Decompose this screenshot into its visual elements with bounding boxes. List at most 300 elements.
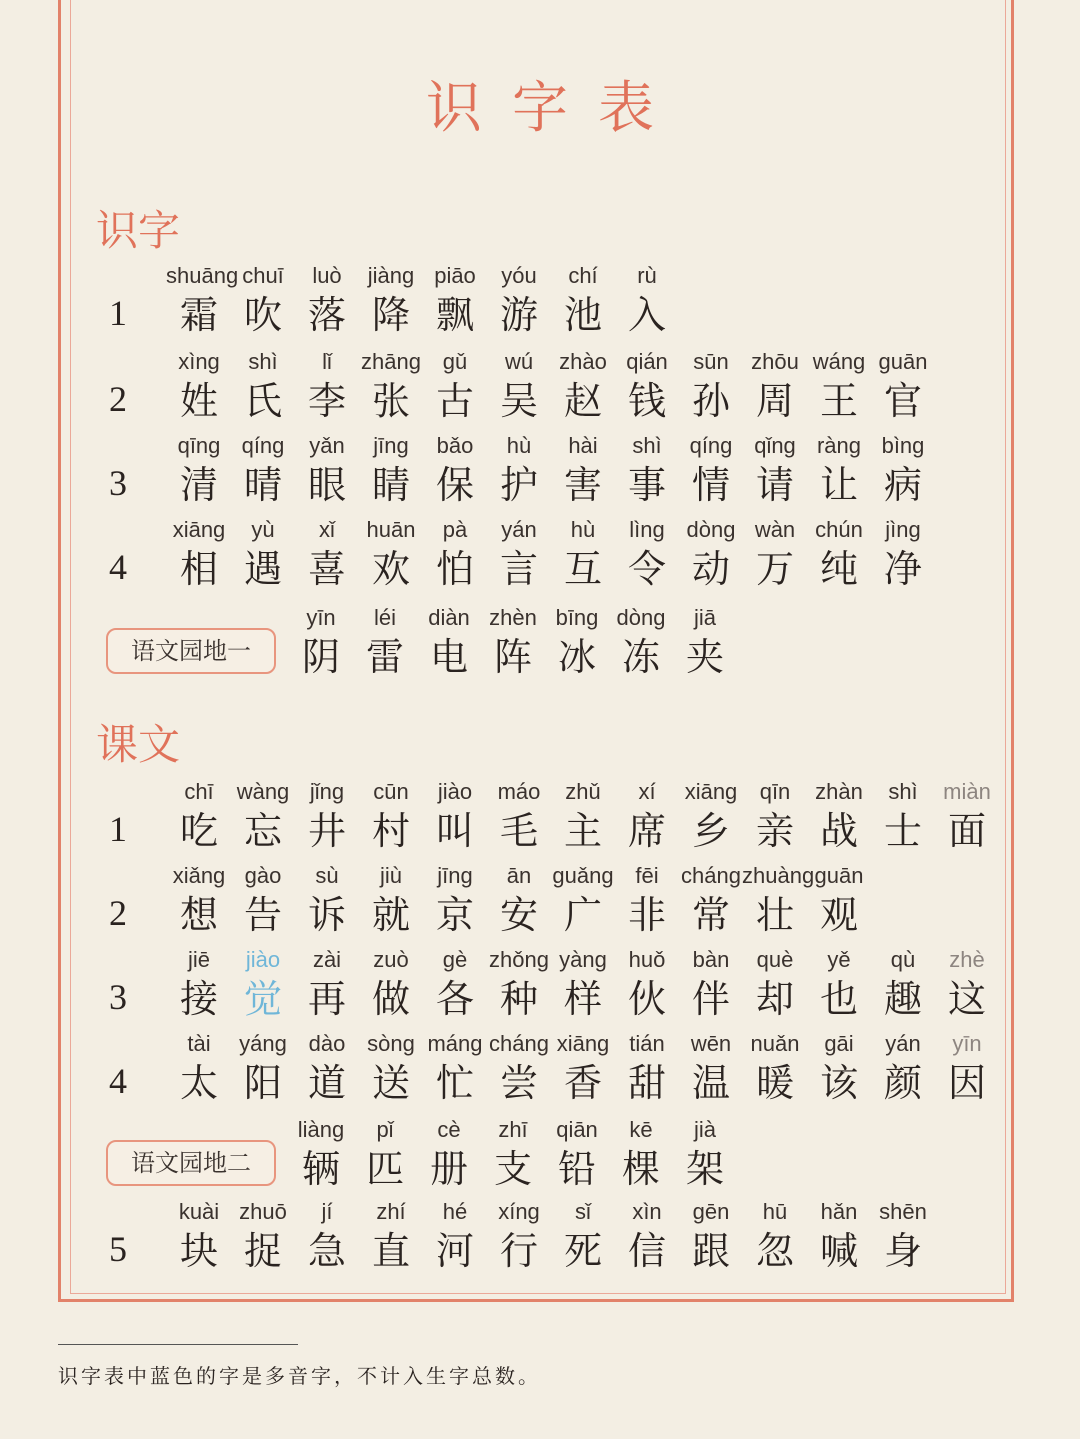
pinyin: yóu — [501, 263, 537, 288]
pinyin: hū — [762, 1199, 788, 1224]
character-cell — [230, 1198, 296, 1276]
character-cell — [230, 432, 296, 510]
pinyin: nuǎn — [750, 1031, 800, 1056]
character-cell — [422, 1198, 488, 1276]
character-cell — [870, 778, 936, 856]
row-number: 5 — [109, 1229, 127, 1269]
character-cell — [166, 262, 239, 340]
character-cell — [870, 1030, 936, 1108]
row-number: 1 — [109, 809, 127, 849]
hanzi: 落 — [307, 293, 346, 337]
pinyin: yán — [885, 1031, 921, 1056]
hanzi: 互 — [563, 547, 602, 591]
hanzi: 架 — [685, 1147, 724, 1191]
character-cell — [358, 778, 424, 856]
pinyin: tián — [629, 1031, 665, 1056]
character-cell — [550, 432, 616, 510]
pinyin: gǔ — [442, 349, 468, 374]
character-cell — [486, 348, 552, 426]
pinyin: yǎn — [309, 433, 345, 458]
character-cell — [422, 946, 488, 1024]
hanzi: 该 — [819, 1061, 858, 1105]
character-cell — [486, 946, 552, 1024]
hanzi: 安 — [499, 893, 538, 937]
pinyin: jiàng — [367, 263, 415, 288]
hanzi: 晴 — [243, 463, 282, 507]
character-cell — [806, 432, 872, 510]
pinyin: shì — [888, 779, 918, 804]
pinyin: jìng — [885, 517, 921, 542]
character-cell — [678, 432, 744, 510]
pinyin: shì — [248, 349, 278, 374]
hanzi: 赵 — [563, 379, 602, 423]
hanzi: 清 — [179, 463, 218, 507]
hanzi: 遇 — [243, 547, 282, 591]
row-number: 4 — [109, 547, 127, 587]
pinyin: zhuō — [239, 1199, 287, 1224]
pinyin: léi — [373, 605, 396, 630]
row-number: 2 — [109, 379, 127, 419]
character-cell — [806, 516, 872, 594]
character-cell — [870, 348, 936, 426]
character-cell — [550, 778, 616, 856]
pinyin: jià — [693, 1117, 716, 1142]
hanzi: 送 — [371, 1061, 410, 1105]
character-row — [0, 1198, 1080, 1278]
character-cell — [550, 946, 616, 1024]
section-heading: 识字 — [96, 206, 181, 255]
hanzi: 趣 — [883, 977, 922, 1021]
hanzi: 捉 — [243, 1229, 282, 1273]
pinyin: zuò — [373, 947, 409, 972]
pinyin: xǐ — [319, 517, 335, 542]
pinyin: yáng — [239, 1031, 287, 1056]
character-cell — [806, 348, 872, 426]
character-cell — [806, 862, 872, 940]
character-cell — [230, 778, 296, 856]
character-cell — [870, 1198, 936, 1276]
hanzi: 暖 — [755, 1061, 794, 1105]
character-cell — [166, 516, 232, 594]
pinyin: zhī — [498, 1117, 528, 1142]
character-cell — [486, 262, 552, 340]
hanzi: 阳 — [243, 1061, 282, 1105]
hanzi: 支 — [493, 1147, 532, 1191]
pinyin: qīn — [759, 779, 791, 804]
character-cell — [294, 262, 360, 340]
character-cell — [806, 946, 872, 1024]
hanzi: 雷 — [365, 635, 404, 679]
hanzi: 面 — [947, 809, 986, 853]
hanzi: 香 — [563, 1061, 602, 1105]
hanzi: 温 — [691, 1061, 730, 1105]
character-row — [0, 862, 1080, 942]
character-row — [0, 1116, 1080, 1196]
hanzi: 广 — [563, 893, 602, 937]
pinyin: bǎo — [436, 433, 474, 458]
pinyin: miàn — [943, 779, 991, 804]
pinyin: xíng — [498, 1199, 540, 1224]
pinyin: bìng — [881, 433, 925, 458]
character-cell — [294, 946, 360, 1024]
character-cell — [358, 432, 424, 510]
character-cell — [166, 1030, 232, 1108]
pinyin: qíng — [241, 433, 285, 458]
hanzi: 甜 — [627, 1061, 666, 1105]
pinyin: jiù — [379, 863, 402, 888]
hanzi: 万 — [755, 547, 794, 591]
pinyin: cháng — [681, 863, 741, 888]
character-cell — [294, 778, 360, 856]
hanzi: 棵 — [621, 1147, 660, 1191]
pinyin: zhí — [376, 1199, 406, 1224]
character-cell — [166, 348, 232, 426]
character-cell — [230, 348, 296, 426]
character-cell — [486, 778, 552, 856]
pinyin: zhāng — [361, 349, 421, 374]
hanzi: 钱 — [627, 379, 666, 423]
character-row — [0, 262, 1080, 342]
character-cell — [870, 946, 936, 1024]
character-cell — [742, 432, 808, 510]
character-cell — [166, 1198, 232, 1276]
pinyin: qiān — [556, 1117, 598, 1142]
hanzi: 各 — [435, 977, 474, 1021]
pinyin: shuāng — [166, 263, 239, 288]
pinyin: wáng — [812, 349, 866, 374]
hanzi: 做 — [371, 977, 410, 1021]
pinyin: pǐ — [376, 1117, 394, 1142]
hanzi: 王 — [819, 379, 858, 423]
pinyin: huǒ — [628, 947, 666, 972]
character-cell — [870, 432, 936, 510]
pinyin: dòng — [616, 605, 666, 630]
character-cell — [672, 1116, 738, 1194]
pinyin: guān — [878, 349, 928, 374]
hanzi: 块 — [179, 1229, 218, 1273]
pinyin: xiāng — [684, 779, 738, 804]
character-cell — [358, 946, 424, 1024]
section-heading: 课文 — [96, 720, 181, 769]
hanzi: 病 — [883, 463, 922, 507]
hanzi: 铅 — [557, 1147, 596, 1191]
character-cell — [742, 778, 808, 856]
hanzi: 想 — [179, 893, 218, 937]
hanzi: 太 — [179, 1061, 218, 1105]
pinyin: huān — [366, 517, 416, 542]
hanzi: 士 — [883, 809, 922, 853]
hanzi: 壮 — [755, 893, 794, 937]
character-cell — [480, 1116, 546, 1194]
pinyin: dòng — [686, 517, 736, 542]
character-cell — [678, 862, 744, 940]
character-cell — [166, 862, 232, 940]
character-cell — [288, 1116, 354, 1194]
character-cell — [614, 348, 680, 426]
pinyin: chún — [815, 517, 863, 542]
character-cell — [742, 1030, 808, 1108]
pinyin: hé — [442, 1199, 468, 1224]
footnote-divider — [58, 1344, 298, 1345]
garden-label-badge: 语文园地二 — [106, 1140, 276, 1186]
pinyin: zhǒng — [489, 947, 549, 972]
pinyin: guǎng — [552, 863, 614, 888]
character-cell — [550, 348, 616, 426]
character-cell — [614, 432, 680, 510]
pinyin: zhèn — [489, 605, 537, 630]
character-cell — [614, 1030, 680, 1108]
character-cell — [608, 1116, 674, 1194]
character-cell — [678, 1030, 744, 1108]
character-cell — [352, 604, 418, 682]
character-cell — [358, 262, 424, 340]
hanzi: 非 — [627, 893, 666, 937]
character-row — [0, 348, 1080, 428]
pinyin: hù — [506, 433, 532, 458]
character-cell — [422, 1030, 488, 1108]
hanzi: 吃 — [179, 809, 218, 853]
hanzi: 周 — [755, 379, 794, 423]
pinyin: wàng — [236, 779, 290, 804]
hanzi: 却 — [755, 977, 794, 1021]
hanzi: 游 — [499, 293, 538, 337]
character-cell — [230, 862, 296, 940]
pinyin: wú — [504, 349, 534, 374]
hanzi: 亲 — [755, 809, 794, 853]
pinyin: bàn — [692, 947, 730, 972]
hanzi: 告 — [243, 893, 282, 937]
character-cell — [742, 516, 808, 594]
hanzi: 尝 — [499, 1061, 538, 1105]
character-cell — [486, 1198, 552, 1276]
character-cell — [166, 946, 232, 1024]
character-cell — [294, 516, 360, 594]
character-cell — [870, 516, 936, 594]
character-row — [0, 778, 1080, 858]
character-cell — [358, 862, 424, 940]
hanzi: 信 — [627, 1229, 666, 1273]
pinyin: máo — [497, 779, 541, 804]
character-cell — [230, 516, 296, 594]
character-cell — [550, 262, 616, 340]
character-row — [0, 604, 1080, 684]
pinyin: zhōu — [751, 349, 799, 374]
hanzi: 夹 — [685, 635, 724, 679]
character-row — [0, 432, 1080, 512]
pinyin: luò — [312, 263, 342, 288]
pinyin: zhuàng — [742, 863, 815, 888]
pinyin: zhè — [949, 947, 985, 972]
hanzi: 河 — [435, 1229, 474, 1273]
pinyin: qián — [626, 349, 668, 374]
character-cell — [352, 1116, 418, 1194]
character-row — [0, 946, 1080, 1026]
character-cell — [294, 348, 360, 426]
hanzi: 孙 — [691, 379, 730, 423]
hanzi: 氏 — [243, 379, 282, 423]
hanzi: 张 — [371, 379, 410, 423]
character-cell — [742, 1198, 808, 1276]
pinyin: jiā — [693, 605, 716, 630]
pinyin: chī — [184, 779, 214, 804]
pinyin: qíng — [689, 433, 733, 458]
pinyin: jīng — [437, 863, 473, 888]
character-cell — [358, 348, 424, 426]
pinyin: yàng — [559, 947, 607, 972]
hanzi: 入 — [627, 293, 666, 337]
pinyin: cè — [437, 1117, 461, 1142]
pinyin: yīn — [952, 1031, 982, 1056]
pinyin: dào — [308, 1031, 346, 1056]
pinyin: sù — [315, 863, 339, 888]
pinyin: xiāng — [172, 517, 226, 542]
pinyin: shēn — [879, 1199, 927, 1224]
hanzi: 样 — [563, 977, 602, 1021]
hanzi: 怕 — [435, 547, 474, 591]
character-cell — [166, 432, 232, 510]
garden-label-badge: 语文园地一 — [106, 628, 276, 674]
hanzi: 乡 — [691, 809, 730, 853]
character-cell — [486, 1030, 552, 1108]
hanzi: 忽 — [755, 1229, 794, 1273]
hanzi: 请 — [755, 463, 794, 507]
pinyin: qǐng — [754, 433, 796, 458]
hanzi: 池 — [563, 293, 602, 337]
row-number: 4 — [109, 1061, 127, 1101]
pinyin: xiǎng — [172, 863, 226, 888]
character-cell — [614, 262, 680, 340]
hanzi: 毛 — [499, 809, 538, 853]
character-cell — [678, 778, 744, 856]
pinyin: wēn — [690, 1031, 732, 1056]
character-cell — [294, 1198, 360, 1276]
hanzi: 情 — [691, 463, 730, 507]
pinyin: zhào — [559, 349, 607, 374]
hanzi: 吹 — [243, 293, 282, 337]
pinyin: jiào — [437, 779, 473, 804]
character-cell — [358, 516, 424, 594]
hanzi: 颜 — [883, 1061, 922, 1105]
hanzi: 冻 — [621, 635, 660, 679]
character-cell — [544, 1116, 610, 1194]
hanzi: 辆 — [301, 1147, 340, 1191]
hanzi: 让 — [819, 463, 858, 507]
pinyin: xí — [638, 779, 656, 804]
hanzi: 古 — [435, 379, 474, 423]
character-cell — [806, 778, 872, 856]
pinyin: pà — [442, 517, 468, 542]
hanzi: 道 — [307, 1061, 346, 1105]
character-cell — [358, 1030, 424, 1108]
pinyin: xìn — [632, 1199, 662, 1224]
character-cell — [806, 1030, 872, 1108]
pinyin: yīn — [306, 605, 336, 630]
character-cell — [550, 1030, 616, 1108]
character-cell — [550, 516, 616, 594]
hanzi: 观 — [819, 893, 858, 937]
hanzi: 事 — [627, 463, 666, 507]
pinyin: gào — [244, 863, 282, 888]
character-cell — [742, 946, 808, 1024]
character-cell — [678, 348, 744, 426]
hanzi: 保 — [435, 463, 474, 507]
pinyin: jí — [321, 1199, 333, 1224]
hanzi: 接 — [179, 977, 218, 1021]
character-cell — [614, 862, 680, 940]
pinyin: hǎn — [820, 1199, 858, 1224]
footnote: 识字表中蓝色的字是多音字，不计入生字总数。 — [58, 1364, 541, 1388]
pinyin: gè — [442, 947, 468, 972]
pinyin: sòng — [367, 1031, 415, 1056]
hanzi: 电 — [429, 635, 468, 679]
pinyin: gāi — [824, 1031, 854, 1056]
hanzi: 纯 — [819, 547, 858, 591]
hanzi: 匹 — [365, 1147, 404, 1191]
pinyin: lǐ — [322, 349, 332, 374]
hanzi: 跟 — [691, 1229, 730, 1273]
character-cell — [608, 604, 674, 682]
row-number: 3 — [109, 977, 127, 1017]
hanzi: 伴 — [691, 977, 730, 1021]
pinyin: qīng — [177, 433, 221, 458]
hanzi: 阵 — [493, 635, 532, 679]
hanzi: 吴 — [499, 379, 538, 423]
hanzi: 叫 — [435, 809, 474, 853]
pinyin: qù — [890, 947, 916, 972]
hanzi: 村 — [371, 809, 410, 853]
hanzi: 觉 — [243, 977, 282, 1021]
pinyin: hù — [570, 517, 596, 542]
character-cell — [230, 1030, 296, 1108]
pinyin: xìng — [178, 349, 220, 374]
character-cell — [288, 604, 354, 682]
hanzi: 睛 — [371, 463, 410, 507]
pinyin: cūn — [373, 779, 409, 804]
character-cell — [422, 262, 488, 340]
pinyin: rù — [637, 263, 657, 288]
pinyin: wàn — [754, 517, 796, 542]
hanzi: 眼 — [307, 463, 346, 507]
pinyin: kuài — [178, 1199, 220, 1224]
pinyin: lìng — [629, 517, 665, 542]
character-cell — [294, 432, 360, 510]
pinyin: shì — [632, 433, 662, 458]
hanzi: 忙 — [435, 1061, 474, 1105]
pinyin: jiē — [187, 947, 210, 972]
hanzi: 主 — [563, 809, 602, 853]
hanzi: 护 — [499, 463, 538, 507]
character-cell — [422, 862, 488, 940]
pinyin: ràng — [816, 433, 862, 458]
character-cell — [934, 1030, 1000, 1108]
pinyin: yě — [827, 947, 851, 972]
page-title: 识字表 — [426, 76, 684, 141]
character-cell — [678, 946, 744, 1024]
hanzi: 飘 — [435, 293, 474, 337]
character-cell — [550, 1198, 616, 1276]
pinyin: què — [756, 947, 794, 972]
pinyin: piāo — [434, 263, 476, 288]
hanzi: 战 — [819, 809, 858, 853]
pinyin: gēn — [692, 1199, 730, 1224]
character-cell — [806, 1198, 872, 1276]
hanzi: 净 — [883, 547, 922, 591]
hanzi: 因 — [947, 1061, 986, 1105]
character-cell — [486, 432, 552, 510]
hanzi: 霜 — [179, 293, 218, 337]
character-cell — [678, 1198, 744, 1276]
pinyin: guān — [814, 863, 864, 888]
